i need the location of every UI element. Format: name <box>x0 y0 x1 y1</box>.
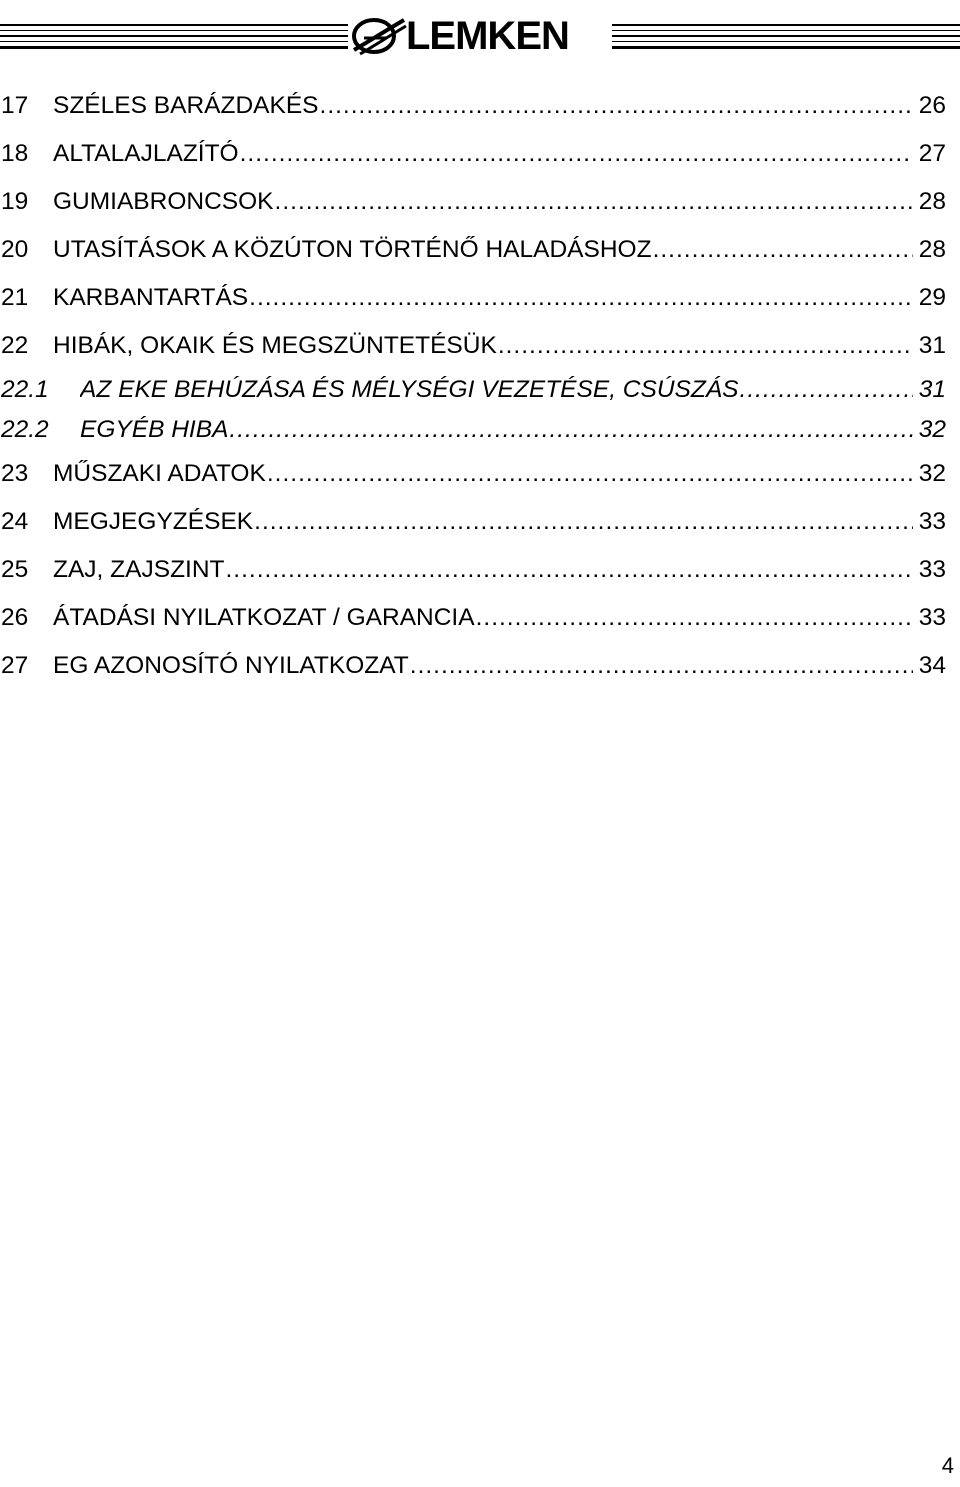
toc-entry-title: GUMIABRONCSOK <box>53 188 274 215</box>
toc-entry-line <box>53 284 946 312</box>
toc-entry-title: UTASÍTÁSOK A KÖZÚTON TÖRTÉNŐ HALADÁSHOZ <box>53 236 652 263</box>
toc-entry-number: 22.2 <box>1 416 49 443</box>
toc-subentry[interactable] <box>0 370 960 410</box>
toc-entry[interactable] <box>0 274 960 322</box>
toc-entry-line <box>80 416 946 444</box>
toc-entry-line <box>53 140 946 168</box>
toc-entry-page: 33 <box>918 604 946 631</box>
toc-entry-number: 19 <box>1 188 29 215</box>
toc-entry[interactable] <box>0 130 960 178</box>
toc-entry[interactable] <box>0 178 960 226</box>
toc-entry[interactable] <box>0 226 960 274</box>
toc-entry-page: 26 <box>918 92 946 119</box>
toc-leader-dots <box>226 556 913 584</box>
toc-entry-title: EGYÉB HIBA <box>80 416 229 443</box>
toc-entry-title: MEGJEGYZÉSEK <box>53 508 254 535</box>
toc-entry-line <box>53 508 946 536</box>
toc-entry-line <box>80 376 946 404</box>
page-number: 4 <box>941 1453 954 1478</box>
toc-entry[interactable] <box>0 594 960 642</box>
toc-entry-title: SZÉLES BARÁZDAKÉS <box>53 92 319 119</box>
toc-leader-dots <box>267 460 913 488</box>
header-rule-right <box>612 24 960 50</box>
toc-entry-number: 23 <box>1 460 29 487</box>
toc-entry[interactable] <box>0 322 960 370</box>
toc-entry-number: 22 <box>1 332 29 359</box>
header-rule-left <box>0 24 348 50</box>
toc-entry-title: ZAJ, ZAJSZINT <box>53 556 225 583</box>
toc-leader-dots <box>653 236 913 264</box>
toc-entry[interactable] <box>0 450 960 498</box>
page-header <box>0 10 960 66</box>
toc-entry-title: KARBANTARTÁS <box>53 284 249 311</box>
toc-subentry[interactable] <box>0 410 960 450</box>
toc-entry-page: 31 <box>918 332 946 359</box>
toc-entry-line <box>53 332 946 360</box>
toc-entry-page: 33 <box>918 556 946 583</box>
toc-entry[interactable] <box>0 546 960 594</box>
toc-entry[interactable] <box>0 82 960 130</box>
toc-entry-number: 27 <box>1 652 29 679</box>
toc-entry-page: 31 <box>918 376 946 403</box>
toc-leader-dots <box>498 332 913 360</box>
toc-leader-dots <box>240 140 913 168</box>
toc-entry-title: ÁTADÁSI NYILATKOZAT / GARANCIA <box>53 604 475 631</box>
toc-leader-dots <box>476 604 913 632</box>
toc-entry-number: 24 <box>1 508 29 535</box>
brand-name: LEMKEN <box>406 14 569 58</box>
toc-entry-page: 28 <box>918 236 946 263</box>
toc-entry-line <box>53 236 946 264</box>
toc-entry-number: 25 <box>1 556 29 583</box>
toc-entry-number: 17 <box>1 92 29 119</box>
toc-leader-dots <box>249 284 913 312</box>
toc-entry-page: 27 <box>918 140 946 167</box>
toc-entry-line <box>53 556 946 584</box>
toc-leader-dots <box>740 376 913 404</box>
toc-entry-title: ALTALAJLAZÍTÓ <box>53 140 239 167</box>
toc-entry-number: 22.1 <box>1 376 49 403</box>
toc-entry-page: 29 <box>918 284 946 311</box>
brand-logo <box>350 10 610 66</box>
toc-entry-number: 18 <box>1 140 29 167</box>
toc-entry[interactable] <box>0 642 960 690</box>
toc-entry-title: HIBÁK, OKAIK ÉS MEGSZÜNTETÉSÜK <box>53 332 497 359</box>
toc-leader-dots <box>229 416 912 444</box>
toc-entry-number: 26 <box>1 604 29 631</box>
toc-leader-dots <box>275 188 913 216</box>
toc-entry-line <box>53 652 946 680</box>
toc-entry-title: AZ EKE BEHÚZÁSA ÉS MÉLYSÉGI VEZETÉSE, CSÚSZÁS <box>80 376 739 403</box>
toc-entry[interactable] <box>0 498 960 546</box>
toc-entry-page: 32 <box>918 460 946 487</box>
table-of-contents <box>0 82 960 690</box>
toc-entry-page: 33 <box>918 508 946 535</box>
toc-leader-dots <box>410 652 913 680</box>
toc-entry-page: 28 <box>918 188 946 215</box>
toc-entry-page: 32 <box>918 416 946 443</box>
toc-entry-line <box>53 460 946 488</box>
toc-leader-dots <box>254 508 913 536</box>
toc-leader-dots <box>320 92 913 120</box>
toc-entry-title: EG AZONOSÍTÓ NYILATKOZAT <box>53 652 409 679</box>
toc-entry-line <box>53 188 946 216</box>
toc-entry-line <box>53 604 946 632</box>
toc-entry-page: 34 <box>918 652 946 679</box>
toc-entry-line <box>53 92 946 120</box>
toc-entry-title: MŰSZAKI ADATOK <box>53 460 266 487</box>
lemken-logo-icon <box>350 16 408 56</box>
toc-entry-number: 21 <box>1 284 29 311</box>
toc-entry-number: 20 <box>1 236 29 263</box>
